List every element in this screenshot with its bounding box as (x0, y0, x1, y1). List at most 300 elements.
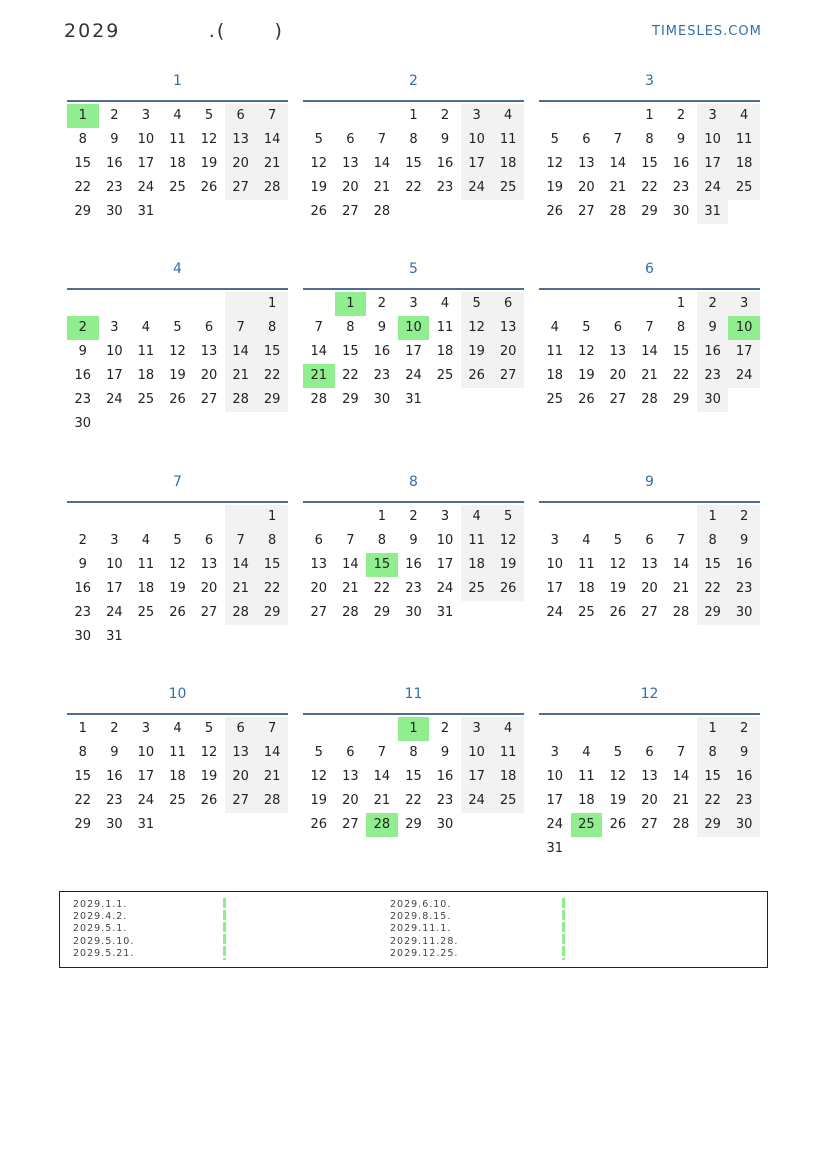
month-title: 7 (67, 465, 288, 503)
day-cell: 12 (169, 557, 186, 572)
day-cell: 7 (225, 529, 257, 553)
empty-cell (99, 292, 131, 316)
holiday-day: 10 (728, 316, 760, 340)
day-cell: 19 (310, 793, 328, 808)
day-cell: 5 (461, 292, 493, 316)
day-cell: 10 (461, 741, 493, 765)
day-cell: 24 (436, 581, 454, 596)
day-cell: 26 (169, 392, 186, 407)
empty-cell (162, 813, 194, 837)
holiday-day: 1 (398, 717, 430, 741)
day-cell: 26 (578, 392, 595, 407)
empty-cell (366, 104, 398, 128)
day-cell: 15 (641, 156, 658, 171)
day-cell: 9 (110, 132, 119, 147)
day-cell: 31 (546, 841, 564, 856)
empty-cell (162, 292, 194, 316)
day-cell: 7 (645, 320, 654, 335)
day-cell: 18 (546, 368, 564, 383)
empty-cell (461, 388, 493, 412)
day-cell: 14 (225, 553, 257, 577)
day-cell: 19 (200, 156, 218, 171)
day-cell: 29 (256, 601, 288, 625)
day-cell: 8 (78, 745, 87, 760)
empty-cell (602, 292, 634, 316)
month-grid (67, 292, 288, 436)
day-cell: 10 (461, 128, 493, 152)
day-cell: 21 (225, 364, 257, 388)
day-cell: 8 (78, 132, 87, 147)
day-cell: 9 (440, 745, 450, 760)
day-cell: 18 (137, 368, 155, 383)
empty-cell (634, 837, 666, 861)
empty-cell (303, 505, 335, 529)
empty-cell (130, 625, 162, 649)
day-cell: 18 (578, 581, 595, 596)
day-cell: 6 (204, 533, 214, 548)
day-cell: 24 (461, 176, 493, 200)
day-cell: 31 (405, 392, 422, 407)
day-cell: 27 (609, 392, 627, 407)
day-cell: 5 (314, 745, 323, 760)
day-cell: 20 (492, 340, 524, 364)
day-cell: 7 (314, 320, 323, 335)
day-cell: 8 (256, 529, 288, 553)
day-cell: 29 (641, 204, 658, 219)
day-cell: 9 (440, 132, 450, 147)
month-grid (539, 505, 760, 625)
day-cell: 14 (373, 769, 391, 784)
day-cell: 10 (137, 745, 155, 760)
day-cell: 13 (492, 316, 524, 340)
month-grid (303, 104, 524, 224)
day-cell: 3 (110, 533, 119, 548)
empty-cell (130, 412, 162, 436)
empty-cell (225, 625, 257, 649)
day-cell: 14 (609, 156, 627, 171)
day-cell: 7 (676, 745, 686, 760)
day-cell: 27 (200, 605, 218, 620)
day-cell: 16 (728, 553, 760, 577)
day-cell: 11 (728, 128, 760, 152)
day-cell: 21 (609, 180, 627, 195)
day-cell: 23 (405, 581, 422, 596)
day-cell: 25 (137, 392, 155, 407)
day-cell: 4 (173, 108, 182, 123)
month-grid (67, 717, 288, 837)
day-cell: 6 (204, 320, 214, 335)
day-cell: 29 (373, 605, 391, 620)
day-cell: 24 (728, 364, 760, 388)
holiday-day: 1 (67, 104, 99, 128)
day-cell: 12 (492, 529, 524, 553)
day-cell: 22 (405, 793, 422, 808)
holiday-date: 2029.6.10. (390, 899, 452, 910)
holiday-day: 1 (335, 292, 367, 316)
month-title: 8 (303, 465, 524, 503)
empty-cell (634, 505, 666, 529)
empty-cell (398, 200, 430, 224)
day-cell: 11 (436, 320, 454, 335)
brand-link[interactable]: TIMESLES.COM (652, 24, 762, 39)
day-cell: 19 (492, 553, 524, 577)
month-title: 4 (67, 252, 288, 290)
day-cell: 22 (256, 577, 288, 601)
day-cell: 2 (728, 505, 760, 529)
day-cell: 8 (409, 745, 418, 760)
empty-cell (303, 292, 335, 316)
day-cell: 4 (461, 505, 493, 529)
day-cell: 18 (169, 769, 186, 784)
day-cell: 13 (225, 741, 257, 765)
day-cell: 6 (645, 533, 654, 548)
empty-cell (67, 505, 99, 529)
day-cell: 8 (377, 533, 387, 548)
day-cell: 19 (578, 368, 595, 383)
day-cell: 7 (613, 132, 623, 147)
empty-cell (665, 717, 697, 741)
day-cell: 10 (697, 128, 729, 152)
day-cell: 20 (342, 180, 359, 195)
day-cell: 1 (78, 721, 87, 736)
empty-cell (256, 625, 288, 649)
day-cell: 17 (461, 765, 493, 789)
day-cell: 3 (409, 296, 418, 311)
day-cell: 22 (342, 368, 359, 383)
empty-cell (461, 813, 493, 837)
day-cell: 1 (697, 505, 729, 529)
day-cell: 20 (342, 793, 359, 808)
empty-cell (335, 717, 367, 741)
day-cell: 23 (436, 180, 454, 195)
day-cell: 6 (645, 745, 654, 760)
day-cell: 6 (225, 717, 257, 741)
month-title: 5 (303, 252, 524, 290)
day-cell: 3 (141, 108, 151, 123)
day-cell: 20 (200, 581, 218, 596)
month-grid (539, 104, 760, 224)
month-5 (303, 252, 524, 412)
empty-cell (665, 837, 697, 861)
empty-cell (225, 200, 257, 224)
holiday-date: 2029.8.15. (390, 911, 452, 923)
empty-cell (492, 813, 524, 837)
day-cell: 25 (492, 176, 524, 200)
month-grid (303, 505, 524, 625)
empty-cell (99, 505, 131, 529)
empty-cell (602, 837, 634, 861)
day-cell: 15 (256, 340, 288, 364)
day-cell: 3 (728, 292, 760, 316)
month-4 (67, 252, 288, 436)
day-cell: 21 (256, 765, 288, 789)
day-cell: 6 (613, 320, 623, 335)
day-cell: 11 (492, 741, 524, 765)
day-cell: 12 (310, 769, 328, 784)
holiday-list (59, 891, 768, 968)
day-cell: 19 (461, 340, 493, 364)
day-cell: 16 (373, 344, 391, 359)
holiday-day: 25 (571, 813, 603, 837)
day-cell: 25 (137, 605, 155, 620)
day-cell: 24 (697, 176, 729, 200)
day-cell: 22 (74, 180, 92, 195)
day-cell: 18 (492, 152, 524, 176)
empty-cell (602, 505, 634, 529)
day-cell: 30 (697, 388, 729, 412)
day-cell: 1 (697, 717, 729, 741)
day-cell: 6 (582, 132, 591, 147)
day-cell: 9 (377, 320, 387, 335)
day-cell: 25 (461, 577, 493, 601)
day-cell: 22 (405, 180, 422, 195)
empty-cell (728, 200, 760, 224)
holiday-date: 2029.11.1. (390, 923, 452, 935)
empty-cell (335, 104, 367, 128)
day-cell: 20 (641, 793, 658, 808)
day-cell: 25 (578, 605, 595, 620)
day-cell: 20 (200, 368, 218, 383)
empty-cell (193, 813, 225, 837)
day-cell: 26 (200, 793, 218, 808)
day-cell: 5 (173, 533, 182, 548)
day-cell: 28 (641, 392, 658, 407)
day-cell: 5 (550, 132, 559, 147)
day-cell: 27 (342, 204, 359, 219)
day-cell: 28 (672, 817, 690, 832)
holiday-marker (562, 898, 565, 960)
day-cell: 31 (697, 200, 729, 224)
empty-cell (193, 412, 225, 436)
month-grid (303, 717, 524, 837)
empty-cell (193, 200, 225, 224)
day-cell: 29 (405, 817, 422, 832)
day-cell: 16 (74, 368, 92, 383)
day-cell: 27 (225, 789, 257, 813)
day-cell: 1 (377, 509, 387, 524)
day-cell: 19 (546, 180, 564, 195)
day-cell: 28 (256, 176, 288, 200)
day-cell: 18 (137, 581, 155, 596)
empty-cell (162, 625, 194, 649)
holiday-marker (223, 898, 226, 960)
day-cell: 22 (256, 364, 288, 388)
empty-cell (492, 200, 524, 224)
day-cell: 3 (461, 717, 493, 741)
day-cell: 13 (200, 344, 218, 359)
day-cell: 26 (169, 605, 186, 620)
day-cell: 16 (728, 765, 760, 789)
empty-cell (162, 412, 194, 436)
day-cell: 9 (697, 316, 729, 340)
day-cell: 12 (578, 344, 595, 359)
holiday-date: 2029.4.2. (73, 911, 128, 923)
day-cell: 28 (672, 605, 690, 620)
empty-cell (366, 717, 398, 741)
day-cell: 16 (436, 156, 454, 171)
day-cell: 17 (436, 557, 454, 572)
day-cell: 14 (342, 557, 359, 572)
day-cell: 12 (609, 769, 627, 784)
day-cell: 6 (346, 745, 355, 760)
day-cell: 2 (676, 108, 686, 123)
empty-cell (193, 505, 225, 529)
day-cell: 14 (256, 128, 288, 152)
holiday-day: 21 (303, 364, 335, 388)
day-cell: 10 (106, 557, 123, 572)
day-cell: 13 (641, 557, 658, 572)
month-grid (539, 717, 760, 861)
day-cell: 2 (728, 717, 760, 741)
day-cell: 22 (373, 581, 391, 596)
day-cell: 6 (492, 292, 524, 316)
day-cell: 10 (546, 769, 564, 784)
day-cell: 30 (672, 204, 690, 219)
day-cell: 20 (641, 581, 658, 596)
empty-cell (634, 717, 666, 741)
day-cell: 17 (106, 368, 123, 383)
day-cell: 24 (546, 605, 564, 620)
day-cell: 17 (405, 344, 422, 359)
day-cell: 8 (697, 529, 729, 553)
month-title: 3 (539, 64, 760, 102)
day-cell: 28 (225, 601, 257, 625)
day-cell: 2 (440, 108, 450, 123)
day-cell: 9 (728, 529, 760, 553)
day-cell: 13 (342, 156, 359, 171)
day-cell: 14 (373, 156, 391, 171)
holiday-date: 2029.12.25. (390, 947, 459, 959)
month-3 (539, 64, 760, 224)
day-cell: 21 (373, 180, 391, 195)
day-cell: 28 (609, 204, 627, 219)
day-cell: 23 (436, 793, 454, 808)
holiday-list-right (390, 899, 458, 960)
day-cell: 29 (697, 601, 729, 625)
day-cell: 10 (137, 132, 155, 147)
day-cell: 20 (225, 765, 257, 789)
day-cell: 23 (728, 577, 760, 601)
day-cell: 19 (169, 368, 186, 383)
day-cell: 11 (461, 529, 493, 553)
day-cell: 4 (582, 745, 591, 760)
day-cell: 23 (74, 392, 92, 407)
holiday-date: 2029.5.21. (73, 947, 135, 959)
day-cell: 5 (582, 320, 591, 335)
month-title: 2 (303, 64, 524, 102)
day-cell: 28 (256, 789, 288, 813)
day-cell: 7 (256, 717, 288, 741)
empty-cell (162, 200, 194, 224)
day-cell: 27 (641, 817, 658, 832)
day-cell: 4 (141, 533, 151, 548)
day-cell: 10 (546, 557, 564, 572)
day-cell: 14 (256, 741, 288, 765)
day-cell: 30 (728, 601, 760, 625)
day-cell: 17 (137, 156, 155, 171)
day-cell: 8 (645, 132, 654, 147)
day-cell: 13 (200, 557, 218, 572)
empty-cell (634, 292, 666, 316)
holiday-date: 2029.1.1. (73, 899, 128, 910)
month-1 (67, 64, 288, 224)
day-cell: 3 (550, 533, 559, 548)
day-cell: 29 (74, 204, 92, 219)
empty-cell (193, 292, 225, 316)
day-cell: 31 (106, 629, 123, 644)
day-cell: 18 (578, 793, 595, 808)
day-cell: 15 (342, 344, 359, 359)
day-cell: 11 (137, 557, 155, 572)
empty-cell (256, 813, 288, 837)
day-cell: 26 (310, 817, 328, 832)
empty-cell (335, 505, 367, 529)
month-title: 6 (539, 252, 760, 290)
day-cell: 4 (492, 717, 524, 741)
day-cell: 31 (137, 204, 155, 219)
day-cell: 18 (436, 344, 454, 359)
day-cell: 18 (169, 156, 186, 171)
day-cell: 9 (676, 132, 686, 147)
day-cell: 17 (697, 152, 729, 176)
month-title: 12 (539, 677, 760, 715)
day-cell: 26 (310, 204, 328, 219)
day-cell: 19 (200, 769, 218, 784)
empty-cell (225, 412, 257, 436)
day-cell: 28 (342, 605, 359, 620)
day-cell: 7 (225, 316, 257, 340)
day-cell: 15 (74, 156, 92, 171)
holiday-date: 2029.5.1. (73, 923, 128, 935)
month-7 (67, 465, 288, 649)
day-cell: 29 (672, 392, 690, 407)
day-cell: 16 (74, 581, 92, 596)
day-cell: 24 (106, 392, 123, 407)
day-cell: 9 (110, 745, 119, 760)
day-cell: 2 (110, 108, 119, 123)
day-cell: 6 (346, 132, 355, 147)
day-cell: 11 (169, 132, 186, 147)
empty-cell (539, 104, 571, 128)
day-cell: 9 (78, 557, 87, 572)
day-cell: 30 (436, 817, 454, 832)
day-cell: 15 (697, 765, 729, 789)
day-cell: 8 (409, 132, 418, 147)
day-cell: 4 (492, 104, 524, 128)
day-cell: 21 (256, 152, 288, 176)
month-2 (303, 64, 524, 224)
day-cell: 25 (436, 368, 454, 383)
empty-cell (162, 505, 194, 529)
day-cell: 22 (672, 368, 690, 383)
day-cell: 19 (169, 581, 186, 596)
day-cell: 27 (342, 817, 359, 832)
day-cell: 12 (200, 745, 218, 760)
empty-cell (461, 601, 493, 625)
day-cell: 7 (377, 132, 387, 147)
day-cell: 24 (546, 817, 564, 832)
day-cell: 2 (377, 296, 387, 311)
day-cell: 24 (137, 180, 155, 195)
day-cell: 20 (225, 152, 257, 176)
day-cell: 11 (492, 128, 524, 152)
day-cell: 2 (697, 292, 729, 316)
day-cell: 27 (492, 364, 524, 388)
month-8 (303, 465, 524, 625)
day-cell: 22 (641, 180, 658, 195)
day-cell: 14 (672, 769, 690, 784)
day-cell: 14 (641, 344, 658, 359)
